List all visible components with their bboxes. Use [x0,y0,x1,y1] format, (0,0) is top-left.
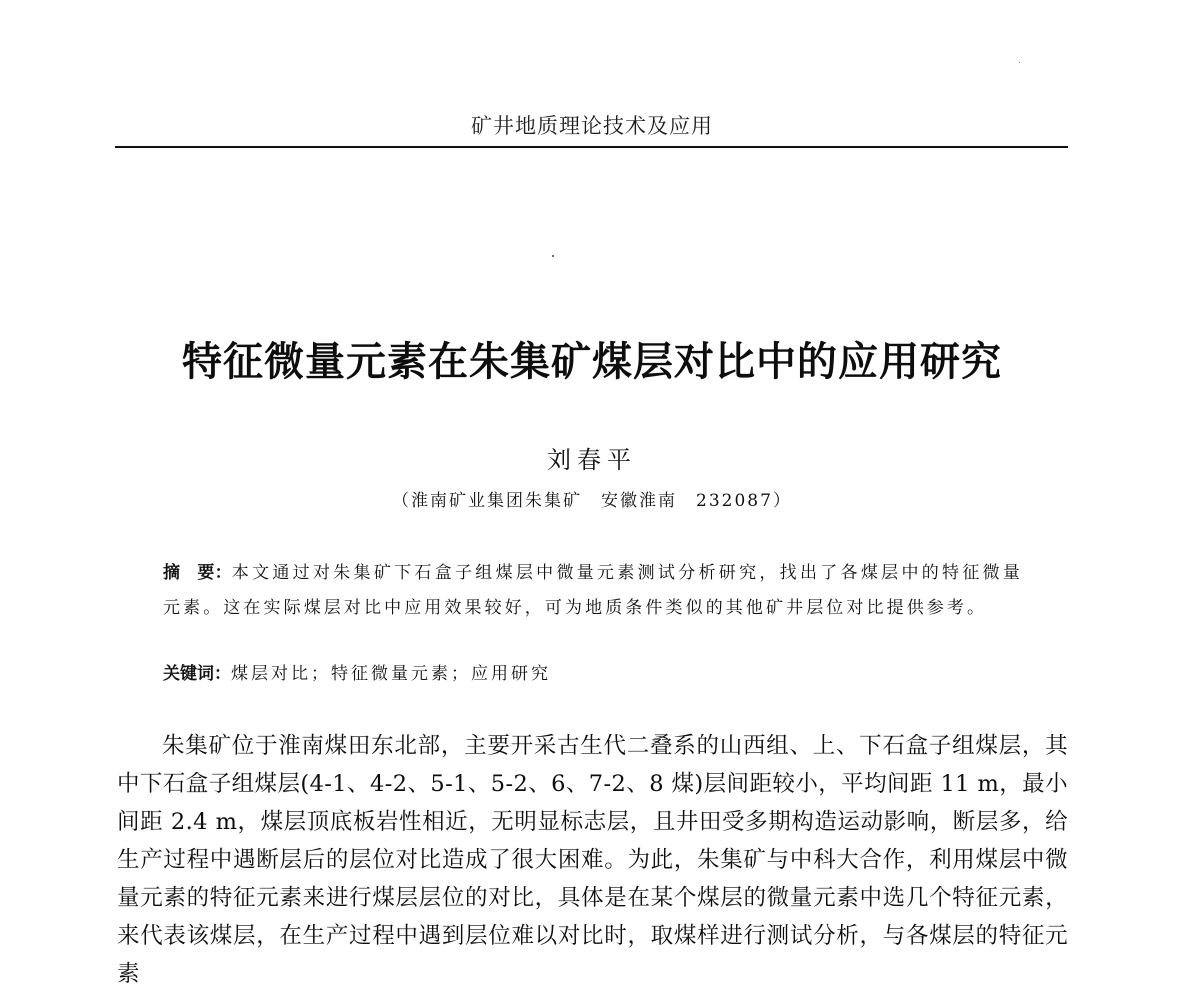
abstract [163,556,1023,626]
scan-speck [1019,62,1020,63]
keywords-label: 关键词： [163,664,231,684]
author-name: 刘春平 [547,446,637,474]
abstract-label: 摘 要： [163,563,232,583]
keywords-text: 煤层对比；特征微量元素；应用研究 [231,664,551,684]
keywords [163,658,1023,690]
article-title: 特征微量元素在朱集矿煤层对比中的应用研究 [182,339,1002,385]
author-affiliation: （淮南矿业集团朱集矿 安徽淮南 232087） [392,491,792,511]
body-paragraph: 朱集矿位于淮南煤田东北部，主要开采古生代二叠系的山西组、上、下石盒子组煤层，其中下石盒子组煤层(4-1、4-2、5-1、5-2、6、7-2、8 煤)层间距较小，平均间距 11 m，最小间距 2.4 m，煤层顶底板岩性相近，无明显标志层，且井田受多期构造运动影响，断层多，给生产过程中遇断层后的层位对比造成了很大困难。为此，朱集矿与中科大合作，利用煤层中微量元素的特征元素来进行煤层层位的对比，具体是在某个煤层的微量元素中选几个特征元素，来代表该煤层，在生产过程中遇到层位难以对比时，取煤样进行测试分析，与各煤层的特征元素 [117,733,1068,987]
running-header: 矿井地质理论技术及应用 [471,114,713,138]
abstract-text: 本文通过对朱集矿下石盒子组煤层中微量元素测试分析研究，找出了各煤层中的特征微量元素。这在实际煤层对比中应用效果较好，可为地质条件类似的其他矿井层位对比提供参考。 [163,563,1024,618]
scan-speck [552,255,554,257]
header-rule [115,146,1068,148]
